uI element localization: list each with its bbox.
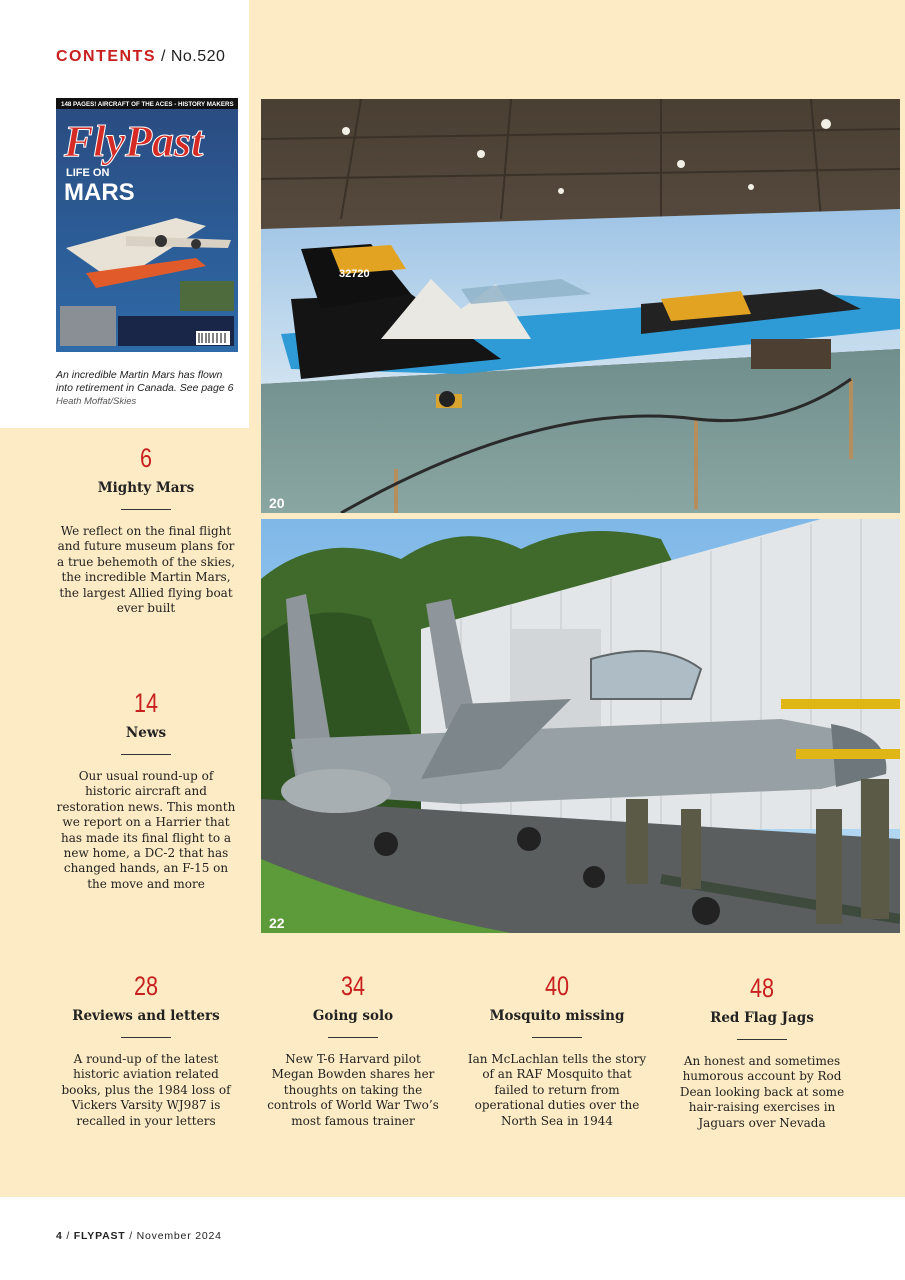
contents-entry[interactable]: [56, 443, 236, 616]
hangar-aircraft-photo[interactable]: [261, 99, 900, 513]
entry-description: An honest and sometimes humorous account by Rod Dean looking back at some hair-raising exercises in Jaguars over Nevada: [679, 1054, 845, 1130]
footer-separator: /: [62, 1230, 74, 1242]
heading-separator: /: [156, 48, 171, 65]
contents-entry[interactable]: [263, 971, 443, 1129]
entry-title[interactable]: Mosquito missing: [489, 1008, 625, 1024]
cover-caption-text: An incredible Martin Mars has flown into retirement in Canada. See page 6: [56, 369, 234, 394]
page-footer: [56, 1230, 222, 1242]
footer-separator: /: [125, 1230, 137, 1242]
cover-headline-2: MARS: [64, 179, 135, 206]
entry-description: We reflect on the final flight and future museum plans for a true behemoth of the skies, the incredible Martin Mars, the largest Allied flying boat ever built: [56, 524, 236, 616]
divider: [121, 509, 171, 510]
entry-page-number: 14: [133, 688, 159, 718]
contents-entry[interactable]: [56, 971, 236, 1129]
divider: [121, 1037, 171, 1038]
entry-page-number: 48: [749, 973, 775, 1003]
cover-banner: 148 PAGES! AIRCRAFT OF THE ACES - HISTORY MAKERS: [61, 101, 234, 108]
photo-page-tag: 22: [269, 915, 285, 931]
photo-page-tag: 20: [269, 495, 285, 511]
contents-entry[interactable]: [672, 973, 852, 1131]
entry-description: New T-6 Harvard pilot Megan Bowden shares her thoughts on taking the controls of World War Two’s most famous trainer: [267, 1052, 439, 1128]
entry-page-number: 34: [340, 971, 366, 1001]
photo-credit: Heath Moffat/Skies: [56, 396, 137, 407]
entry-description: Ian McLachlan tells the story of an RAF Mosquito that failed to return from operational duties over the North Sea in 1944: [467, 1052, 647, 1128]
footer-date: November 2024: [136, 1230, 222, 1242]
cover-caption: [56, 369, 241, 408]
entry-page-number: 6: [139, 443, 153, 473]
entry-title[interactable]: Going solo: [312, 1008, 394, 1024]
cover-headline-1: LIFE ON: [66, 167, 110, 179]
footer-page-number: 4: [56, 1230, 63, 1242]
contents-entry[interactable]: [56, 688, 236, 892]
entry-description: Our usual round-up of historic aircraft and restoration news. This month we report on a Harrier that has made its final flight to a new home, a DC-2 that has changed hands, an F-15 on the move and more: [56, 769, 236, 891]
entry-title[interactable]: Reviews and letters: [72, 1008, 220, 1024]
divider: [532, 1037, 582, 1038]
issue-number: No.520: [170, 48, 226, 65]
contents-entry[interactable]: [467, 971, 647, 1129]
entry-title[interactable]: News: [125, 725, 167, 741]
entry-description: A round-up of the latest historic aviation related books, plus the 1984 loss of Vickers Varsity WJ987 is recalled in your letters: [61, 1052, 231, 1128]
entry-title[interactable]: Mighty Mars: [97, 480, 195, 496]
tail-code: 32720: [339, 268, 370, 280]
f15-aircraft-photo[interactable]: [261, 519, 900, 933]
entry-page-number: 40: [544, 971, 570, 1001]
contents-heading: [56, 48, 225, 66]
entry-page-number: 28: [133, 971, 159, 1001]
cover-masthead: FlyPast: [64, 117, 204, 166]
entry-title[interactable]: Red Flag Jags: [710, 1010, 814, 1026]
divider: [328, 1037, 378, 1038]
contents-label: CONTENTS: [56, 48, 156, 65]
divider: [737, 1039, 787, 1040]
footer-magazine: FLYPAST: [73, 1230, 126, 1242]
magazine-cover-image[interactable]: [56, 98, 238, 352]
divider: [121, 754, 171, 755]
